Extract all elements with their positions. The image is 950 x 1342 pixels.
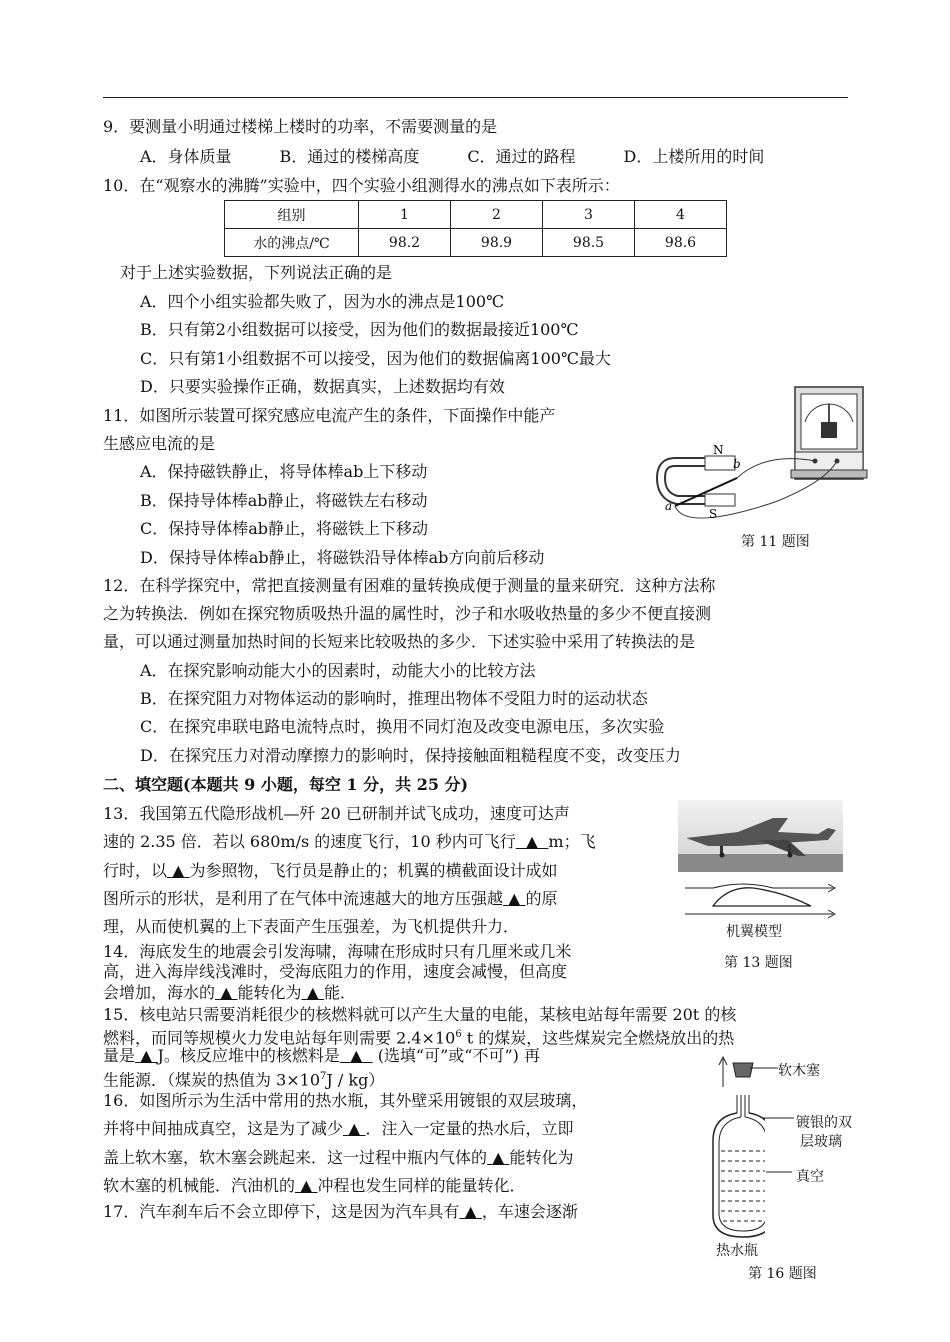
q15-line3: 量是 ▲ J。核反应堆中的核燃料是 ▲ (选填“可”或“不可”) 再 bbox=[103, 1046, 540, 1065]
q17-line1: 17．汽车刹车后不会立即停下，这是因为汽车具有 ▲ ，车速会逐渐 bbox=[103, 1202, 578, 1221]
table-row bbox=[225, 229, 727, 257]
q10-option-d: D．只要实验操作正确，数据真实，上述数据均有效 bbox=[140, 377, 505, 396]
q12-line2: 之为转换法．例如在探究物质吸热升温的属性时，沙子和水吸收热量的多少不便直接测 bbox=[103, 604, 712, 623]
q13-line4: 图所示的形状，是利用了在气体中流速越大的地方压强越 ▲ 的原 bbox=[103, 889, 558, 908]
table-cell: 1 bbox=[359, 201, 451, 229]
table-cell: 98.5 bbox=[543, 229, 635, 257]
answer-blank: ▲ bbox=[220, 983, 233, 1002]
q9-options: A．身体质量 B．通过的楼梯高度 C．通过的路程 D．上楼所用的时间 bbox=[140, 147, 765, 166]
magnet-n-label: N bbox=[713, 443, 724, 457]
answer-blank: ▲ bbox=[350, 1046, 363, 1065]
q12-line3: 量，可以通过测量加热时间的长短来比较吸热的多少．下述实验中采用了转换法的是 bbox=[103, 632, 696, 651]
answer-blank: ▲ bbox=[140, 1046, 153, 1065]
table-row bbox=[225, 201, 727, 229]
q11-stem-cont: 生感应电流的是 bbox=[103, 434, 216, 453]
fighter-jet-image bbox=[678, 800, 843, 872]
answer-blank: ▲ bbox=[300, 1176, 313, 1195]
rod-b-label: b bbox=[733, 457, 741, 471]
answer-blank: ▲ bbox=[172, 861, 185, 880]
q15-line4: 生能源．（煤炭的热值为 $3\times 10^7J / kg$） bbox=[103, 1070, 385, 1090]
induction-apparatus-figure bbox=[655, 382, 870, 527]
q16-line2: 并将中间抽成真空，这是为了减少 ▲ ．注入一定量的热水后，立即 bbox=[103, 1119, 574, 1138]
q10-lead: 对于上述实验数据，下列说法正确的是 bbox=[120, 263, 393, 282]
q10-option-a: A．四个小组实验都失败了，因为水的沸点是100℃ bbox=[140, 292, 504, 311]
table-cell: 2 bbox=[451, 201, 543, 229]
q13-line1: 13．我国第五代隐形战机—歼 20 已研制并试飞成功，速度可达声 bbox=[103, 804, 570, 823]
q10-stem: 10．在“观察水的沸腾”实验中，四个实验小组测得水的沸点如下表所示： bbox=[103, 176, 620, 195]
answer-blank: ▲ bbox=[306, 983, 319, 1002]
q16-line1: 16．如图所示为生活中常用的热水瓶，其外壁采用镀银的双层玻璃， bbox=[103, 1091, 588, 1110]
q14-line3: 会增加，海水的 ▲ 能转化为 ▲ 能． bbox=[103, 983, 357, 1002]
wing-caption: 机翼模型 bbox=[726, 924, 782, 940]
rod-a-label: a bbox=[665, 499, 673, 513]
section-heading: 二、填空题(本题共 9 小题，每空 1 分，共 25 分) bbox=[103, 775, 469, 794]
q15-line2: 燃料，而同等规模火力发电站每年则需要 $2.4\times 10^6$ t 的煤炭，这些煤炭完全燃烧放出的热 bbox=[103, 1028, 735, 1048]
q12-line1: 12．在科学探究中，常把直接测量有困难的量转换成便于测量的量来研究．这种方法称 bbox=[103, 576, 716, 595]
table-cell: 98.9 bbox=[451, 229, 543, 257]
glass-label-1: 镀银的双 bbox=[796, 1115, 852, 1131]
q16-line3: 盖上软木塞，软木塞会跳起来．这一过程中瓶内气体的 ▲ 能转化为 bbox=[103, 1148, 574, 1167]
answer-blank: ▲ bbox=[348, 1119, 361, 1138]
q13-caption: 第 13 题图 bbox=[724, 955, 793, 971]
q14-line1: 14．海底发生的地震会引发海啸，海啸在形成时只有几厘米或几米 bbox=[103, 942, 572, 961]
q11-option-b: B．保持导体棒ab静止，将磁铁左右移动 bbox=[140, 491, 428, 510]
answer-blank: ▲ bbox=[464, 1202, 477, 1221]
q13-line5: 理，从而使机翼的上下表面产生压强差，为飞机提供升力． bbox=[103, 917, 520, 936]
q16-line4: 软木塞的机械能．汽油机的 ▲ 冲程也发生同样的能量转化． bbox=[103, 1176, 526, 1195]
answer-blank: ▲ bbox=[508, 889, 521, 908]
q11-option-c: C．保持导体棒ab静止，将磁铁上下移动 bbox=[140, 519, 429, 538]
answer-blank: ▲ bbox=[525, 832, 539, 851]
q11-option-d: D．保持导体棒ab静止，将磁铁沿导体棒ab方向前后移动 bbox=[140, 548, 545, 567]
q13-line2: 速的 2.35 倍．若以 680m/s 的速度飞行，10 秒内可飞行 ▲ m；飞 bbox=[103, 832, 596, 851]
vacuum-label: 真空 bbox=[796, 1169, 824, 1185]
cork-label: 软木塞 bbox=[778, 1063, 820, 1079]
q10-option-c: C．只有第1小组数据不可以接受，因为他们的数据偏离100℃最大 bbox=[140, 349, 611, 368]
q12-option-a: A．在探究影响动能大小的因素时，动能大小的比较方法 bbox=[140, 661, 536, 680]
q12-option-d: D．在探究压力对滑动摩擦力的影响时，保持接触面粗糙程度不变，改变压力 bbox=[140, 746, 681, 765]
magnet-s-label: S bbox=[709, 507, 718, 521]
q12-option-c: C．在探究串联电路电流特点时，换用不同灯泡及改变电源电压，多次实验 bbox=[140, 717, 665, 736]
table-cell: 水的沸点/℃ bbox=[225, 229, 359, 257]
header-rule bbox=[103, 97, 848, 98]
q12-option-b: B．在探究阻力对物体运动的影响时，推理出物体不受阻力时的运动状态 bbox=[140, 689, 648, 708]
wing-airflow-diagram bbox=[683, 882, 843, 922]
q9-stem: 9．要测量小明通过楼梯上楼时的功率，不需要测量的是 bbox=[103, 117, 498, 136]
glass-label-2: 层玻璃 bbox=[800, 1134, 842, 1150]
table-cell: 98.2 bbox=[359, 229, 451, 257]
table-cell: 组别 bbox=[225, 201, 359, 229]
q11-stem: 11．如图所示装置可探究感应电流产生的条件，下面操作中能产 bbox=[103, 406, 556, 425]
q16-caption: 第 16 题图 bbox=[748, 1266, 817, 1282]
q11-option-a: A．保持磁铁静止，将导体棒ab上下移动 bbox=[140, 462, 428, 481]
q15-line1: 15．核电站只需要消耗很少的核燃料就可以产生大量的电能，某核电站每年需要 20t 的核 bbox=[103, 1005, 737, 1024]
answer-blank: ▲ bbox=[492, 1148, 505, 1167]
q13-line3: 行时，以 ▲ 为参照物，飞行员是静止的；机翼的横截面设计成如 bbox=[103, 861, 558, 880]
q11-caption: 第 11 题图 bbox=[741, 534, 810, 550]
q10-option-b: B．只有第2小组数据可以接受，因为他们的数据最接近100℃ bbox=[140, 320, 579, 339]
thermos-label: 热水瓶 bbox=[716, 1243, 758, 1259]
table-cell: 4 bbox=[635, 201, 727, 229]
table-cell: 3 bbox=[543, 201, 635, 229]
q14-line2: 高，进入海岸线浅滩时，受海底阻力的作用，速度会减慢，但高度 bbox=[103, 962, 568, 981]
table-cell: 98.6 bbox=[635, 229, 727, 257]
boiling-point-table bbox=[224, 200, 727, 257]
